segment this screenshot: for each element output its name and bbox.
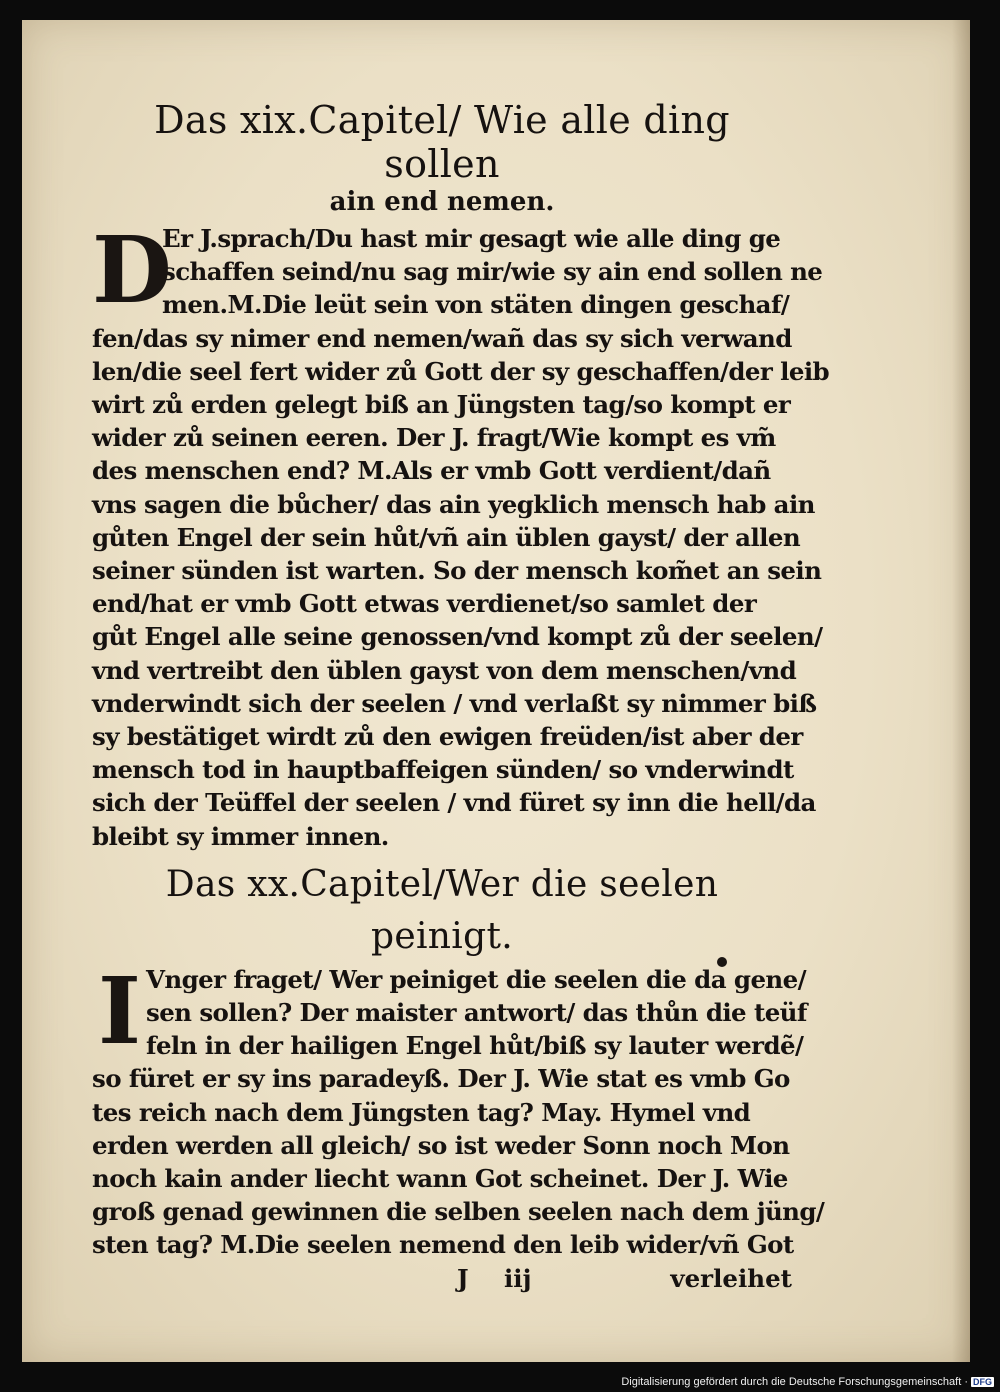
signature-mark: J	[457, 1263, 469, 1293]
text-line: mensch tod in hauptbaffeigen sünden/ so vnderwindt	[92, 755, 794, 785]
text-line: tes reich nach dem Jüngsten tag? May. Hymel vnd	[92, 1097, 751, 1127]
chapter-20-heading: Das xx.Capitel/Wer die seelen peinigt.	[165, 863, 719, 957]
chapter-19-heading-continuation: ain end nemen.	[329, 187, 555, 217]
text-block	[92, 98, 830, 1295]
chapter-19-dropcap: D	[92, 216, 172, 324]
text-line: noch kain ander liecht wann Got scheinet. Der J. Wie	[92, 1164, 788, 1194]
page-footer-line	[92, 1262, 792, 1295]
text-line: len/die seel fert wider zů Gott der sy geschaffen/der leib	[92, 356, 830, 386]
text-line: sich der Teüffel der seelen / vnd füret sy inn die hell/da	[92, 788, 816, 818]
text-line: end/hat er vmb Gott etwas verdienet/so samlet der	[92, 589, 757, 619]
text-line: sten tag? M.Die seelen nemend den leib wider/vñ Got	[92, 1230, 794, 1260]
funding-credit	[621, 1376, 994, 1388]
text-line: Er J.sprach/Du hast mir gesagt wie alle ding ge	[162, 224, 781, 253]
text-line: so füret er sy ins paradeyß. Der J. Wie stat es vmb Go	[92, 1064, 790, 1094]
text-line: sy bestätiget wirdt zů den ewigen freüden/ist aber der	[92, 722, 803, 752]
text-line: vnderwindt sich der seelen / vnd verlaßt sy nimmer biß	[92, 688, 817, 718]
text-line: gůten Engel der sein hůt/vñ ain üblen gayst/ der allen	[92, 522, 801, 552]
dfg-logo: DFG	[973, 1377, 992, 1387]
text-line: fen/das sy nimer end nemen/wañ das sy sich verwand	[92, 323, 792, 353]
text-line: men.M.Die leüt sein von stäten dingen geschaf/	[162, 290, 790, 320]
text-line: des menschen end? M.Als er vmb Gott verdient/dañ	[92, 456, 771, 486]
text-line: seiner sünden ist warten. So der mensch kom̃et an sein	[92, 556, 822, 586]
text-line: Vnger fraget/ Wer peiniget die seelen die da gene/	[146, 964, 806, 994]
funding-credit-text: Digitalisierung gefördert durch die Deutsche Forschungsgemeinschaft ·	[621, 1376, 968, 1388]
chapter-19-heading: Das xix.Capitel/ Wie alle ding sollen	[154, 98, 730, 186]
text-line: groß genad gewinnen die selben seelen nach dem jüng/	[92, 1197, 825, 1227]
text-line: sen sollen? Der maister antwort/ das thůn die teüf	[146, 998, 807, 1028]
text-line: erden werden all gleich/ so ist weder Sonn noch Mon	[92, 1130, 790, 1160]
book-page	[22, 20, 970, 1362]
chapter-20-dropcap: I	[98, 956, 142, 1065]
text-line: vnd vertreibt den üblen gayst von dem menschen/vnd	[92, 655, 797, 685]
text-line: bleibt sy immer innen.	[92, 821, 389, 851]
chapter-19-paragraph	[92, 216, 830, 853]
text-line: wirt zů erden gelegt biß an Jüngsten tag/so kompt er	[92, 390, 791, 420]
catchword: verleihet	[670, 1263, 792, 1293]
chapter-20-paragraph	[92, 956, 825, 1262]
page-gutter-shadow	[952, 20, 970, 1362]
text-line: wider zů seinen eeren. Der J. fragt/Wie kompt es vm̃	[92, 423, 776, 453]
foliation-number: iij	[504, 1263, 532, 1293]
text-line: vns sagen die bůcher/ das ain yegklich mensch hab ain	[92, 489, 815, 519]
text-line: gůt Engel alle seine genossen/vnd kompt zů der seelen/	[92, 622, 823, 652]
text-line: feln in der hailigen Engel hůt/biß sy lauter werdẽ/	[146, 1031, 804, 1061]
text-line: schaffen seind/nu sag mir/wie sy ain end sollen ne	[162, 257, 823, 287]
